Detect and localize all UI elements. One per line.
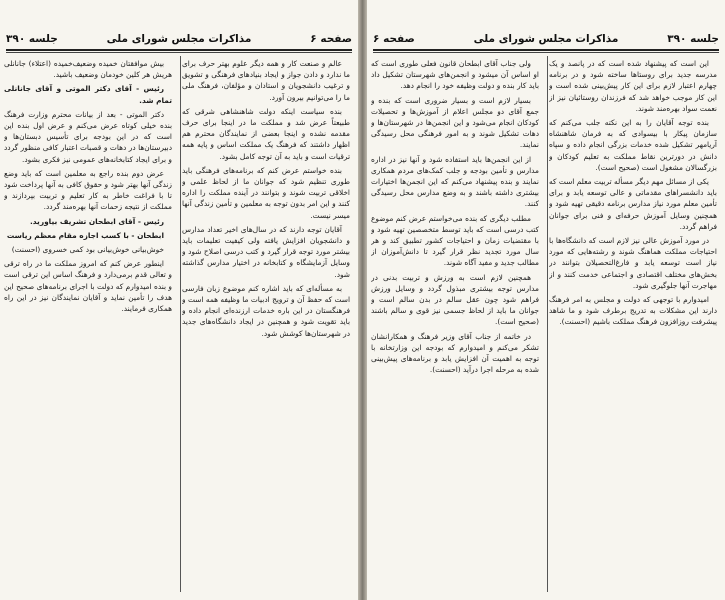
paragraph: عرض دوم بنده راجع به معلمین است که باید وضع زندگی آنها بهتر شود و حقوق کافی به آنها پرداخت شود تا با فراغت خاطر به کار تعلیم و تربیت بپردازند و مملکت از نتیجه زحمات آنها بهره‌مند گردد. (4, 168, 172, 212)
paragraph: بسیار لازم است و بسیار ضروری است که بنده و جمع آقای دو مجلس اعلام از آموزش‌ها و تحصیلات کودکان انجام می‌شود و این انجمن‌ها در شهرستان‌ها و دهات تشکیل شوند و به امور فرهنگی محل رسیدگی نمایند. (371, 95, 539, 150)
left-column-separator (180, 56, 181, 592)
paragraph: ولی جناب آقای ابطحان قانون فعلی طوری است که او اساس آن میشود و انجمن‌های شهرستان تشکیل داد باید کار بنده و دولت وظیفه خود را انجام دهد. (371, 59, 539, 91)
paragraph: بیش موافقتان خمیده وضعیف‌خمیده (اعتلاء) جانانلی هریش هر کلین خودمان وضعیف باشید. (4, 59, 172, 80)
right-page-session: جلسه ۳۹۰ (667, 33, 719, 45)
paragraph: اینطور عرض کنم که امروز مملکت ما در راه ترقی و تعالی قدم برمی‌دارد و فرهنگ اساس این ترقی است و بنده امیدوارم که دولت با اجرای برنامه‌های صحیح این هدف را تأمین نماید و آقایان نمایندگان نیز در این راه همکاری فرمایند. (4, 259, 172, 314)
left-page-number: صفحه ۶ (310, 33, 352, 45)
right-column-separator (547, 56, 548, 592)
left-header-rule-thin (6, 52, 352, 53)
paragraph: بنده سیاست اینکه دولت شاهنشاهی شرقی که طبیعتاً عرض شد و مملکت ما در اینجا برای حرف مقدمه نشده و اینجا بعضی از نمایندگان محترم هم اظهار داشتند که فرهنگ یک مملکت اساس و پایه همه ترقیات است و باید به آن توجه کامل بشود. (182, 106, 350, 161)
paragraph: این است که پیشنهاد شده است که در پانصد و یک مدرسه جدید برای روستاها ساخته شود و در برنامه چهارم اعتبار لازم برای این کار پیش‌بینی شده است و این کار موجب خواهد شد که فرزندان روستائیان نیز از نعمت سواد بهره‌مند شوند. (549, 59, 717, 113)
paragraph: دکتر الموتی - بعد از بیانات محترم وزارت فرهنگ بنده خیلی کوتاه عرض می‌کنم و عرض اول بنده این است که در این بودجه برای تأسیس دبستان‌ها و دبیرستان‌ها در دهات و قصبات اعتبار کافی منظور گردد و برای ایجاد کتابخانه‌های عمومی نیز فکری بشود. (4, 109, 172, 164)
right-page (367, 0, 725, 600)
paragraph: به مسأله‌ای که باید اشاره کنم موضوع زبان فارسی است که حفظ آن و ترویج ادبیات ما وظیفه همه است و فرهنگستان در این باره خدمات ارزنده‌ای انجام داده و باید تقویت شود و همچنین در ایجاد دانشگاه‌های جدید در شهرستان‌ها کوشش شود. (182, 283, 350, 338)
left-page-header (6, 32, 352, 48)
left-page-title: مذاکرات مجلس شورای ملی (106, 33, 252, 45)
paragraph: خوش‌بیانی خوش‌بیانی بود کمی خسروی (احسنت) (11, 245, 164, 255)
right-header-rule-thin (373, 52, 719, 53)
right-page-number: صفحه ۶ (373, 33, 415, 45)
right-page-column-right (549, 58, 717, 590)
paragraph: یکی از مسائل مهم دیگر مسأله تربیت معلم است که باید دانشسراهای مقدماتی و عالی توسعه یابد و برای تأمین معلم مورد نیاز مدارس برنامه دقیقی تهیه شود و همچنین وسایل آموزش حرفه‌ای و فنی برای جوانان فراهم گردد. (549, 177, 717, 231)
paragraph: همچنین لازم است به ورزش و تربیت بدنی در مدارس توجه بیشتری مبذول گردد و وسایل ورزش فراهم شود چون عقل سالم در بدن سالم است و جوانان ما باید از لحاظ جسمی نیز قوی و سالم باشند (صحیح است). (371, 272, 539, 327)
paragraph: در مورد آموزش عالی نیز لازم است که دانشگاه‌ها با احتیاجات مملکت هماهنگ شوند و رشته‌هایی که مورد نیاز است توسعه یابد و فارغ‌التحصیلان بتوانند در بخش‌های مختلف اقتصادی و اجتماعی خدمت کنند و از مهاجرت آنها جلوگیری شود. (549, 236, 717, 290)
right-header-rule (373, 49, 719, 51)
paragraph: مطلب دیگری که بنده می‌خواستم عرض کنم موضوع کتب درسی است که باید توسط متخصصین تهیه شود و با مقتضیات زمان و احتیاجات کشور تطبیق کند و هر سال مورد تجدید نظر قرار گیرد تا دانش‌آموزان از مطالب جدید و مفید آگاه شوند. (371, 213, 539, 268)
left-page-session: جلسه ۳۹۰ (6, 33, 58, 45)
speaker-line: رئیس - آقای دکتر الموتی و آقای جانانلی تمام شد. (4, 84, 172, 105)
paragraph: عالم و صنعت کار و همه دیگر علوم بهتر حرف برای ما ندارد و دادن جواز و ایجاد بنیادهای فرهنگی و تشویق و ترغیب دانشجویان و استادان و مؤلفان، فرهنگ ملی ما را می‌توانیم بیرون آورد. (182, 59, 350, 102)
left-page-column-left (4, 58, 172, 590)
left-page (0, 0, 358, 600)
paragraph: بنده خواستم عرض کنم که برنامه‌های فرهنگی باید طوری تنظیم شود که جوانان ما از لحاظ علمی و اخلاقی تربیت شوند و بتوانند در آینده مملکت را اداره کنند و این امر بدون توجه به معلمین و تأمین زندگی آنها میسر نیست. (182, 165, 350, 220)
speaker-line: رئیس - آقای ابطحان تشریف بیاورید. (29, 216, 164, 226)
paragraph: از این انجمن‌ها باید استفاده شود و آنها نیز در اداره مدارس و تأمین بودجه و جلب کمک‌های مردم همکاری نمایند و بنده پیشنهاد می‌کنم که این انجمن‌ها اختیارات بیشتری داشته باشند و به وضع مدارس محل رسیدگی کنند. (371, 154, 539, 209)
speaker-line: ابطحان - با کسب اجازه مقام معظم ریاست (6, 230, 164, 240)
left-header-rule (6, 49, 352, 51)
paragraph: بنده توجه آقایان را به این نکته جلب می‌کنم که سازمان پیکار با بیسوادی که به فرمان شاهنشاه آریامهر تشکیل شده خدمات بزرگی انجام داده و سپاه دانش در دورترین نقاط مملکت به تعلیم کودکان و بزرگسالان مشغول است (صحیح است). (549, 118, 717, 172)
right-page-column-left (371, 58, 539, 590)
right-page-title: مذاکرات مجلس شورای ملی (473, 33, 619, 45)
paragraph: امیدوارم با توجهی که دولت و مجلس به امر فرهنگ دارند این مشکلات به تدریج برطرف شود و ما شاهد پیشرفت روزافزون فرهنگ مملکت باشیم (احسنت). (549, 295, 717, 327)
paragraph: آقایان توجه دارند که در سال‌های اخیر تعداد مدارس و دانشجویان افزایش یافته ولی کیفیت تعلیمات باید بیشتر مورد توجه قرار گیرد و کتب درسی اصلاح شود و وسایل آزمایشگاه و کتابخانه در اختیار مدارس گذاشته شود. (182, 224, 350, 279)
left-page-column-right (182, 58, 350, 590)
book-gutter (358, 0, 367, 600)
paragraph: در خاتمه از جناب آقای وزیر فرهنگ و همکارانشان تشکر می‌کنم و امیدوارم که بودجه این وزارتخانه با توجه به اهمیت آن افزایش یابد و برنامه‌های پیش‌بینی شده به مرحله اجرا درآید (احسنت). (371, 331, 539, 375)
right-page-header (373, 32, 719, 48)
